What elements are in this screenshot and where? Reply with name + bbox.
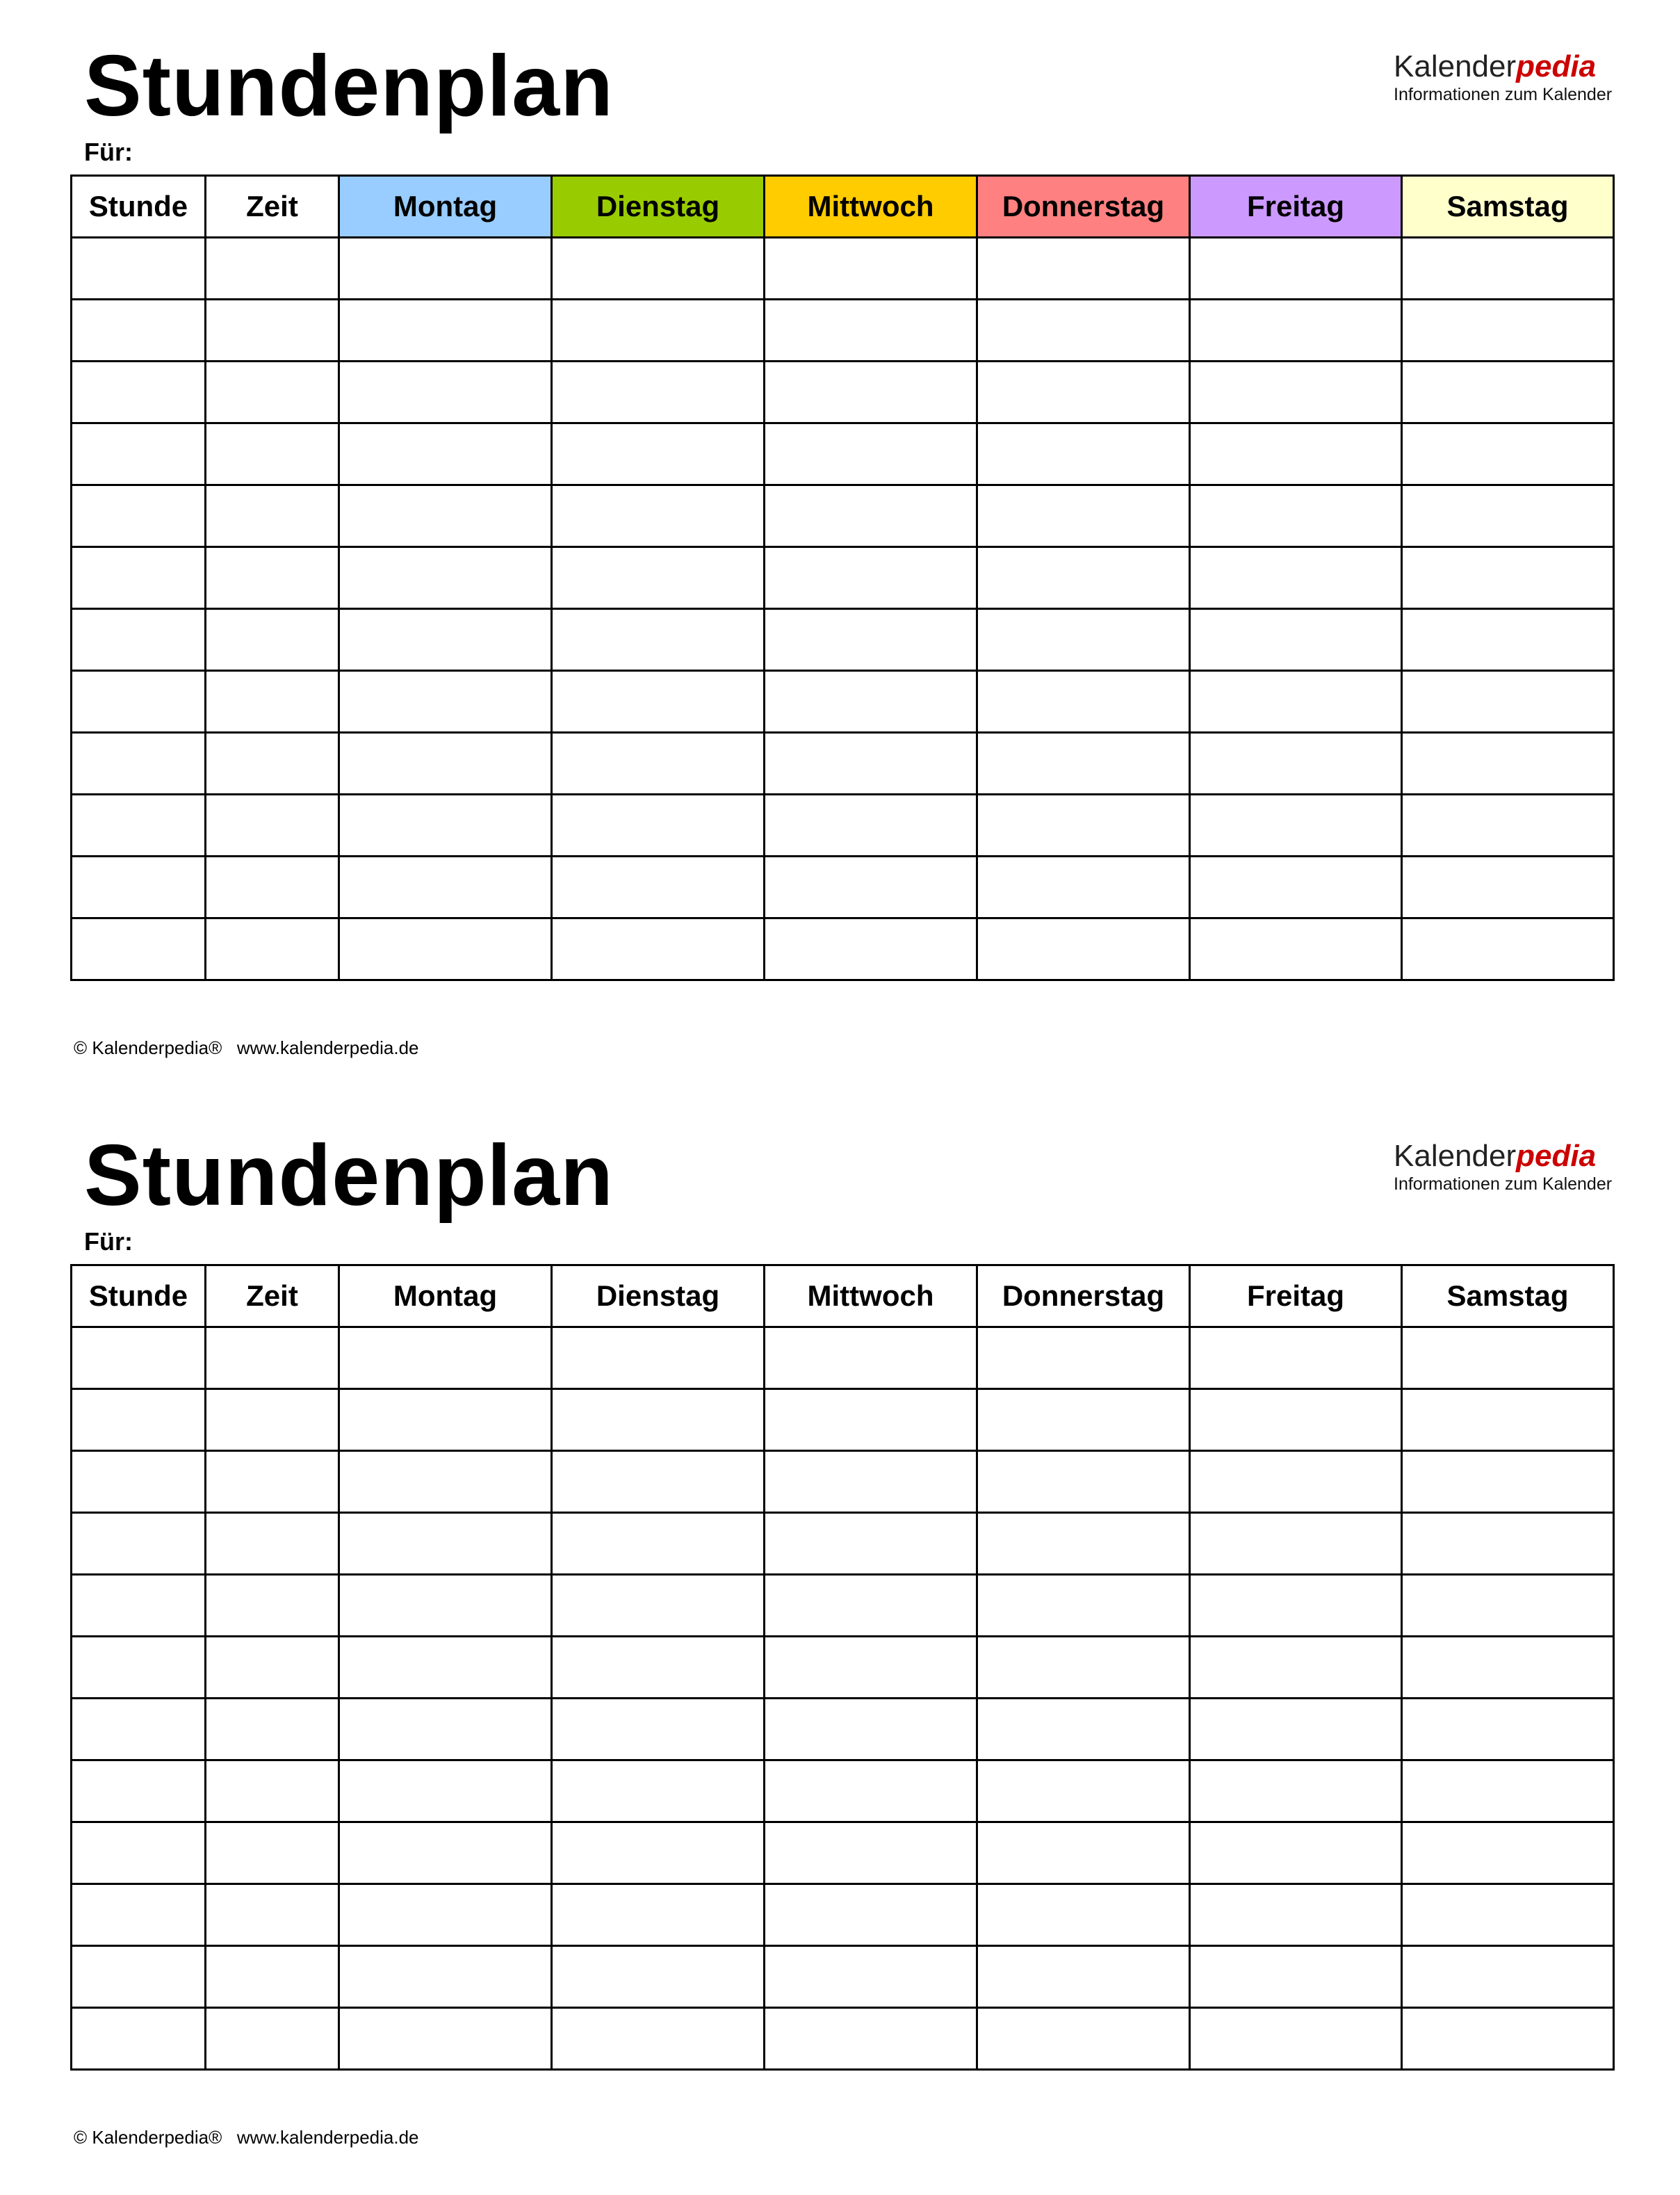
cell-zeit[interactable] (206, 1451, 339, 1513)
page-title: Stundenplan (84, 1128, 614, 1224)
cell-mittwoch[interactable] (765, 485, 977, 547)
footer-url: www.kalenderpedia.de (236, 1037, 419, 1058)
cell-stunde[interactable] (72, 671, 206, 733)
cell-dienstag[interactable] (552, 423, 765, 485)
cell-donnerstag[interactable] (977, 300, 1190, 362)
cell-samstag[interactable] (1402, 1389, 1614, 1451)
cell-montag[interactable] (339, 1699, 552, 1760)
cell-dienstag[interactable] (552, 1760, 765, 1822)
cell-mittwoch[interactable] (765, 238, 977, 300)
cell-montag[interactable] (339, 423, 552, 485)
column-header-mittwoch: Mittwoch (765, 176, 977, 238)
table-row (72, 300, 1614, 362)
cell-freitag[interactable] (1190, 238, 1402, 300)
column-header-montag: Montag (339, 176, 552, 238)
cell-freitag[interactable] (1190, 1575, 1402, 1637)
cell-samstag[interactable] (1402, 1575, 1614, 1637)
timetable-grid (70, 175, 1615, 981)
cell-mittwoch[interactable] (765, 1946, 977, 2008)
cell-stunde[interactable] (72, 1637, 206, 1699)
cell-zeit[interactable] (206, 362, 339, 423)
cell-samstag[interactable] (1402, 918, 1614, 980)
cell-stunde[interactable] (72, 1327, 206, 1389)
cell-freitag[interactable] (1190, 795, 1402, 857)
cell-zeit[interactable] (206, 300, 339, 362)
table-row (72, 857, 1614, 918)
cell-montag[interactable] (339, 547, 552, 609)
cell-donnerstag[interactable] (977, 857, 1190, 918)
cell-samstag[interactable] (1402, 1822, 1614, 1884)
cell-freitag[interactable] (1190, 671, 1402, 733)
cell-donnerstag[interactable] (977, 238, 1190, 300)
cell-dienstag[interactable] (552, 1327, 765, 1389)
cell-dienstag[interactable] (552, 238, 765, 300)
cell-dienstag[interactable] (552, 733, 765, 795)
table-row (72, 795, 1614, 857)
column-header-stunde: Stunde (72, 176, 206, 238)
table-row (72, 485, 1614, 547)
cell-montag[interactable] (339, 1327, 552, 1389)
cell-zeit[interactable] (206, 423, 339, 485)
cell-dienstag[interactable] (552, 1389, 765, 1451)
for-label: Für: (84, 1227, 133, 1256)
cell-stunde[interactable] (72, 609, 206, 671)
cell-stunde[interactable] (72, 733, 206, 795)
cell-montag[interactable] (339, 300, 552, 362)
cell-donnerstag[interactable] (977, 1699, 1190, 1760)
cell-samstag[interactable] (1402, 733, 1614, 795)
cell-montag[interactable] (339, 362, 552, 423)
cell-dienstag[interactable] (552, 918, 765, 980)
cell-zeit[interactable] (206, 1884, 339, 1946)
cell-montag[interactable] (339, 609, 552, 671)
cell-stunde[interactable] (72, 1884, 206, 1946)
header-row (72, 1265, 1614, 1327)
page-title: Stundenplan (84, 38, 614, 134)
cell-samstag[interactable] (1402, 238, 1614, 300)
column-header-montag: Montag (339, 1265, 552, 1327)
cell-freitag[interactable] (1190, 1513, 1402, 1575)
footer (74, 2127, 419, 2148)
table-row (72, 1637, 1614, 1699)
cell-mittwoch[interactable] (765, 671, 977, 733)
cell-zeit[interactable] (206, 1327, 339, 1389)
cell-montag[interactable] (339, 1575, 552, 1637)
table-row (72, 1822, 1614, 1884)
timetable-page-1 (0, 0, 1680, 1085)
table-row (72, 547, 1614, 609)
column-header-dienstag: Dienstag (552, 176, 765, 238)
cell-stunde[interactable] (72, 1513, 206, 1575)
cell-samstag[interactable] (1402, 300, 1614, 362)
cell-samstag[interactable] (1402, 423, 1614, 485)
cell-mittwoch[interactable] (765, 1513, 977, 1575)
cell-samstag[interactable] (1402, 485, 1614, 547)
cell-montag[interactable] (339, 733, 552, 795)
column-header-samstag: Samstag (1402, 1265, 1614, 1327)
cell-dienstag[interactable] (552, 1637, 765, 1699)
cell-freitag[interactable] (1190, 918, 1402, 980)
cell-montag[interactable] (339, 1760, 552, 1822)
timetable-body (72, 1327, 1614, 2070)
table-row (72, 2008, 1614, 2070)
cell-stunde[interactable] (72, 1760, 206, 1822)
table-row (72, 1946, 1614, 2008)
cell-dienstag[interactable] (552, 1822, 765, 1884)
table-row (72, 1389, 1614, 1451)
cell-donnerstag[interactable] (977, 2008, 1190, 2070)
cell-freitag[interactable] (1190, 547, 1402, 609)
cell-freitag[interactable] (1190, 1884, 1402, 1946)
footer-url: www.kalenderpedia.de (236, 2127, 419, 2148)
cell-freitag[interactable] (1190, 423, 1402, 485)
cell-mittwoch[interactable] (765, 1389, 977, 1451)
cell-donnerstag[interactable] (977, 485, 1190, 547)
timetable-page-2 (0, 1090, 1680, 2174)
table-row (72, 423, 1614, 485)
cell-donnerstag[interactable] (977, 609, 1190, 671)
cell-donnerstag[interactable] (977, 1327, 1190, 1389)
logo-tagline: Informationen zum Kalender (1394, 1174, 1613, 1194)
cell-donnerstag[interactable] (977, 1946, 1190, 2008)
cell-dienstag[interactable] (552, 857, 765, 918)
cell-stunde[interactable] (72, 1451, 206, 1513)
cell-stunde[interactable] (72, 547, 206, 609)
cell-mittwoch[interactable] (765, 1451, 977, 1513)
column-header-dienstag: Dienstag (552, 1265, 765, 1327)
cell-stunde[interactable] (72, 300, 206, 362)
cell-stunde[interactable] (72, 423, 206, 485)
logo-brand: Kalenderpedia (1394, 49, 1597, 83)
cell-mittwoch[interactable] (765, 547, 977, 609)
cell-dienstag[interactable] (552, 609, 765, 671)
cell-samstag[interactable] (1402, 795, 1614, 857)
cell-montag[interactable] (339, 1884, 552, 1946)
cell-mittwoch[interactable] (765, 1575, 977, 1637)
cell-mittwoch[interactable] (765, 1822, 977, 1884)
cell-donnerstag[interactable] (977, 362, 1190, 423)
cell-samstag[interactable] (1402, 1884, 1614, 1946)
cell-samstag[interactable] (1402, 1513, 1614, 1575)
cell-mittwoch[interactable] (765, 1637, 977, 1699)
cell-stunde[interactable] (72, 857, 206, 918)
cell-donnerstag[interactable] (977, 918, 1190, 980)
cell-dienstag[interactable] (552, 1513, 765, 1575)
table-row (72, 609, 1614, 671)
cell-samstag[interactable] (1402, 2008, 1614, 2070)
table-row (72, 1451, 1614, 1513)
cell-freitag[interactable] (1190, 857, 1402, 918)
table-row (72, 238, 1614, 300)
cell-dienstag[interactable] (552, 1699, 765, 1760)
cell-zeit[interactable] (206, 2008, 339, 2070)
cell-montag[interactable] (339, 1822, 552, 1884)
cell-stunde[interactable] (72, 485, 206, 547)
cell-donnerstag[interactable] (977, 1822, 1190, 1884)
cell-montag[interactable] (339, 1389, 552, 1451)
cell-montag[interactable] (339, 795, 552, 857)
table-row (72, 918, 1614, 980)
kalenderpedia-logo (1394, 1140, 1612, 1194)
table-row (72, 733, 1614, 795)
cell-montag[interactable] (339, 2008, 552, 2070)
cell-zeit[interactable] (206, 857, 339, 918)
kalenderpedia-logo (1394, 50, 1612, 104)
cell-stunde[interactable] (72, 795, 206, 857)
cell-zeit[interactable] (206, 1575, 339, 1637)
column-header-samstag: Samstag (1402, 176, 1614, 238)
cell-mittwoch[interactable] (765, 857, 977, 918)
cell-zeit[interactable] (206, 547, 339, 609)
table-row (72, 1699, 1614, 1760)
cell-donnerstag[interactable] (977, 1451, 1190, 1513)
cell-freitag[interactable] (1190, 1699, 1402, 1760)
footer-copyright: © Kalenderpedia® (74, 2127, 222, 2148)
cell-freitag[interactable] (1190, 1389, 1402, 1451)
cell-zeit[interactable] (206, 1946, 339, 2008)
cell-mittwoch[interactable] (765, 1327, 977, 1389)
cell-zeit[interactable] (206, 1699, 339, 1760)
table-row (72, 362, 1614, 423)
cell-mittwoch[interactable] (765, 1760, 977, 1822)
cell-samstag[interactable] (1402, 362, 1614, 423)
cell-samstag[interactable] (1402, 671, 1614, 733)
cell-zeit[interactable] (206, 795, 339, 857)
cell-zeit[interactable] (206, 1637, 339, 1699)
column-header-freitag: Freitag (1190, 1265, 1402, 1327)
cell-montag[interactable] (339, 671, 552, 733)
cell-zeit[interactable] (206, 238, 339, 300)
cell-freitag[interactable] (1190, 1637, 1402, 1699)
cell-donnerstag[interactable] (977, 423, 1190, 485)
cell-mittwoch[interactable] (765, 795, 977, 857)
timetable-body (72, 238, 1614, 980)
cell-mittwoch[interactable] (765, 733, 977, 795)
cell-zeit[interactable] (206, 1760, 339, 1822)
cell-freitag[interactable] (1190, 609, 1402, 671)
cell-mittwoch[interactable] (765, 300, 977, 362)
logo-brand: Kalenderpedia (1394, 1139, 1597, 1173)
cell-mittwoch[interactable] (765, 609, 977, 671)
table-row (72, 671, 1614, 733)
cell-mittwoch[interactable] (765, 1884, 977, 1946)
table-row (72, 1760, 1614, 1822)
cell-mittwoch[interactable] (765, 2008, 977, 2070)
cell-samstag[interactable] (1402, 1637, 1614, 1699)
column-header-freitag: Freitag (1190, 176, 1402, 238)
logo-tagline: Informationen zum Kalender (1394, 85, 1613, 104)
timetable-grid (70, 1264, 1615, 2071)
column-header-zeit: Zeit (206, 1265, 339, 1327)
cell-samstag[interactable] (1402, 1699, 1614, 1760)
cell-zeit[interactable] (206, 609, 339, 671)
cell-samstag[interactable] (1402, 857, 1614, 918)
cell-montag[interactable] (339, 485, 552, 547)
cell-stunde[interactable] (72, 238, 206, 300)
cell-freitag[interactable] (1190, 1822, 1402, 1884)
table-row (72, 1513, 1614, 1575)
cell-freitag[interactable] (1190, 1760, 1402, 1822)
column-header-mittwoch: Mittwoch (765, 1265, 977, 1327)
cell-stunde[interactable] (72, 1699, 206, 1760)
column-header-donnerstag: Donnerstag (977, 176, 1190, 238)
cell-montag[interactable] (339, 1946, 552, 2008)
cell-samstag[interactable] (1402, 609, 1614, 671)
cell-mittwoch[interactable] (765, 1699, 977, 1760)
footer (74, 1037, 419, 1058)
cell-donnerstag[interactable] (977, 795, 1190, 857)
cell-freitag[interactable] (1190, 733, 1402, 795)
cell-stunde[interactable] (72, 1822, 206, 1884)
cell-donnerstag[interactable] (977, 1575, 1190, 1637)
cell-mittwoch[interactable] (765, 423, 977, 485)
column-header-zeit: Zeit (206, 176, 339, 238)
cell-freitag[interactable] (1190, 1451, 1402, 1513)
cell-montag[interactable] (339, 1637, 552, 1699)
column-header-stunde: Stunde (72, 1265, 206, 1327)
cell-zeit[interactable] (206, 733, 339, 795)
cell-freitag[interactable] (1190, 1946, 1402, 2008)
cell-freitag[interactable] (1190, 2008, 1402, 2070)
cell-donnerstag[interactable] (977, 1513, 1190, 1575)
header-row (72, 176, 1614, 238)
cell-samstag[interactable] (1402, 1451, 1614, 1513)
cell-donnerstag[interactable] (977, 671, 1190, 733)
cell-dienstag[interactable] (552, 1575, 765, 1637)
cell-donnerstag[interactable] (977, 547, 1190, 609)
cell-dienstag[interactable] (552, 362, 765, 423)
cell-zeit[interactable] (206, 1389, 339, 1451)
cell-dienstag[interactable] (552, 485, 765, 547)
cell-montag[interactable] (339, 1513, 552, 1575)
cell-samstag[interactable] (1402, 1946, 1614, 2008)
cell-samstag[interactable] (1402, 1760, 1614, 1822)
table-row (72, 1884, 1614, 1946)
cell-samstag[interactable] (1402, 1327, 1614, 1389)
cell-stunde[interactable] (72, 1946, 206, 2008)
cell-donnerstag[interactable] (977, 733, 1190, 795)
table-row (72, 1327, 1614, 1389)
cell-dienstag[interactable] (552, 1451, 765, 1513)
cell-zeit[interactable] (206, 1822, 339, 1884)
cell-mittwoch[interactable] (765, 362, 977, 423)
cell-freitag[interactable] (1190, 485, 1402, 547)
cell-zeit[interactable] (206, 1513, 339, 1575)
cell-stunde[interactable] (72, 362, 206, 423)
cell-dienstag[interactable] (552, 547, 765, 609)
cell-stunde[interactable] (72, 1575, 206, 1637)
cell-montag[interactable] (339, 238, 552, 300)
cell-freitag[interactable] (1190, 300, 1402, 362)
cell-montag[interactable] (339, 1451, 552, 1513)
cell-montag[interactable] (339, 857, 552, 918)
cell-freitag[interactable] (1190, 362, 1402, 423)
cell-dienstag[interactable] (552, 1946, 765, 2008)
cell-zeit[interactable] (206, 485, 339, 547)
for-label: Für: (84, 138, 133, 166)
cell-dienstag[interactable] (552, 2008, 765, 2070)
cell-donnerstag[interactable] (977, 1637, 1190, 1699)
cell-dienstag[interactable] (552, 1884, 765, 1946)
cell-zeit[interactable] (206, 918, 339, 980)
table-row (72, 1575, 1614, 1637)
cell-donnerstag[interactable] (977, 1884, 1190, 1946)
cell-stunde[interactable] (72, 2008, 206, 2070)
cell-zeit[interactable] (206, 671, 339, 733)
column-header-donnerstag: Donnerstag (977, 1265, 1190, 1327)
cell-mittwoch[interactable] (765, 918, 977, 980)
cell-dienstag[interactable] (552, 671, 765, 733)
cell-donnerstag[interactable] (977, 1760, 1190, 1822)
cell-montag[interactable] (339, 918, 552, 980)
cell-samstag[interactable] (1402, 547, 1614, 609)
cell-donnerstag[interactable] (977, 1389, 1190, 1451)
cell-stunde[interactable] (72, 918, 206, 980)
cell-freitag[interactable] (1190, 1327, 1402, 1389)
footer-copyright: © Kalenderpedia® (74, 1037, 222, 1058)
cell-stunde[interactable] (72, 1389, 206, 1451)
cell-dienstag[interactable] (552, 795, 765, 857)
cell-dienstag[interactable] (552, 300, 765, 362)
